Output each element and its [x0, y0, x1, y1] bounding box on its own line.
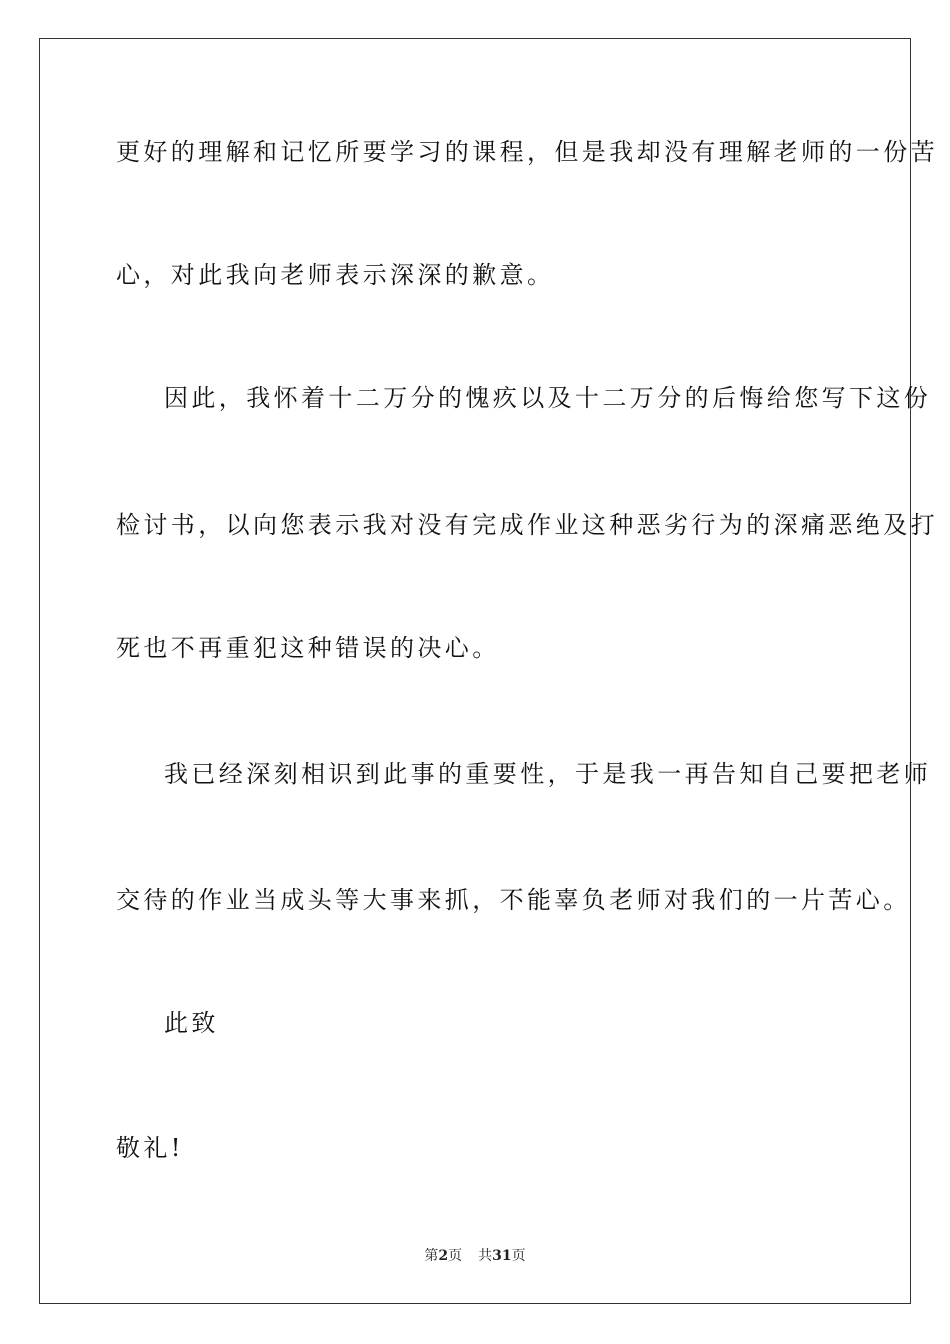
page-number: 2 — [438, 1248, 449, 1264]
body-line: 交待的作业当成头等大事来抓，不能辜负老师对我们的一片苦心。 — [116, 886, 911, 914]
paragraph-first-line: 我已经深刻相识到此事的重要性，于是我一再告知自己要把老师 — [164, 760, 932, 788]
paragraph-first-line: 因此，我怀着十二万分的愧疚以及十二万分的后悔给您写下这份 — [164, 384, 932, 412]
page-prefix: 第 — [424, 1248, 439, 1264]
closing-regards: 敬礼! — [116, 1134, 184, 1162]
total-suffix: 页 — [511, 1248, 526, 1264]
page-footer — [0, 1247, 950, 1265]
closing-salutation: 此致 — [164, 1009, 219, 1037]
body-line: 死也不再重犯这种错误的决心。 — [116, 634, 500, 662]
page-suffix: 页 — [448, 1248, 463, 1264]
body-line: 心，对此我向老师表示深深的歉意。 — [116, 261, 555, 289]
page-border — [39, 38, 911, 1304]
body-line: 更好的理解和记忆所要学习的课程，但是我却没有理解老师的一份苦 — [116, 138, 938, 166]
total-prefix: 共 — [478, 1248, 493, 1264]
body-line: 检讨书，以向您表示我对没有完成作业这种恶劣行为的深痛恶绝及打 — [116, 511, 938, 539]
total-pages: 31 — [492, 1248, 512, 1264]
